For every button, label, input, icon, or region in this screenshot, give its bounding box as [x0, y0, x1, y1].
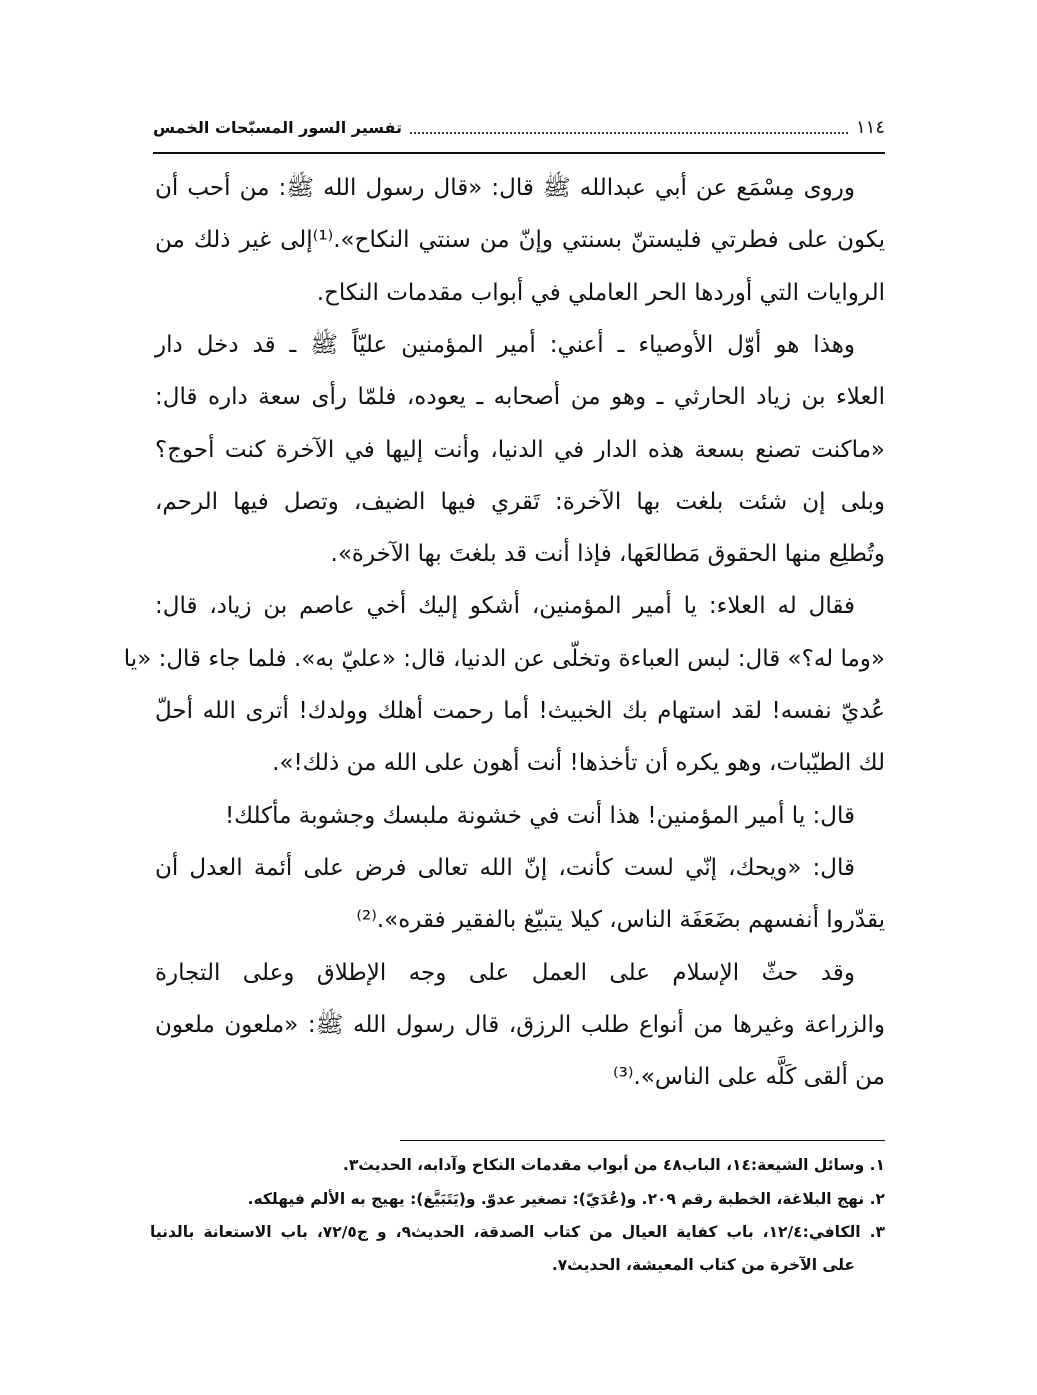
header-divider [153, 152, 885, 154]
paragraph-line: وتُطلِع منها الحقوق مَطالعَها، فإذا أنت قد بلغتَ بها الآخرة». [330, 541, 885, 568]
footnote: ١. وسائل الشيعة:١٤، الباب٤٨ من أبواب مقدمات النكاح وآدابه، الحديث٣. [342, 1156, 885, 1174]
footnote: ٣. الكافي:١٢/٤، باب كفاية العيال من كتاب الصدقة، الحديث٩، و ج٧٢/٥، باب الاستعانة بالدنيا [150, 1223, 886, 1241]
paragraph-line: «ماكنت تصنع بسعة هذه الدار في الدنيا، وأنت إليها في الآخرة كنت أحوج؟ [155, 436, 885, 463]
page-number: ١١٤ [855, 116, 885, 138]
paragraph-line: يكون على فطرتي فليستنّ بسنتي وإنّ من سنتي النكاح».⁽¹⁾إلى غير ذلك من [155, 227, 885, 254]
header-leader-dots [410, 120, 848, 134]
paragraph-line: العلاء بن زياد الحارثي ـ وهو من أصحابه ـ يعوده، فلمّا رأى سعة داره قال: [155, 384, 885, 411]
footnote: ٢. نهج البلاغة، الخطبة رقم ٢٠٩. و(عُدَيّ): تصغير عدوّ. و(يَتَبَيَّغ): يهيج به الألم فيهلكه. [247, 1190, 885, 1208]
paragraph-line: عُديّ نفسه! لقد استهام بك الخبيث! أما رحمت أهلك وولدك! أترى الله أحلّ [155, 698, 885, 724]
paragraph-line: وبلى إن شئت بلغت بها الآخرة: تَقري فيها الضيف، وتصل فيها الرحم، [155, 488, 885, 515]
paragraph-line: يقدّروا أنفسهم بضَعَفَة الناس، كيلا يتبيّغ بالفقير فقره».⁽²⁾ [356, 907, 885, 934]
book-title: تفسير السور المسبّحات الخمس [153, 117, 403, 137]
paragraph-first-line: قال: «ويحك، إنّي لست كأنت، إنّ الله تعالى فرض على أئمة العدل أن [155, 854, 855, 881]
paragraph-line: والزراعة وغيرها من أنواع طلب الرزق، قال رسول الله ﷺ: «ملعون ملعون [155, 1011, 885, 1038]
paragraph-first-line: وهذا هو أوّل الأوصياء ـ أعني: أمير المؤمنين عليّاً ﷺ ـ قد دخل دار [155, 331, 855, 358]
paragraph-first-line: قال: يا أمير المؤمنين! هذا أنت في خشونة ملبسك وجشوبة مأكلك! [224, 802, 855, 829]
paragraph-line: «وما له؟» قال: لبس العباءة وتخلّى عن الدنيا، قال: «عليّ به». فلما جاء قال: «يا [123, 645, 885, 672]
footnote-divider [400, 1140, 885, 1141]
paragraph-first-line: وروى مِسْمَع عن أبي عبدالله ﷺ قال: «قال رسول الله ﷺ: من أحب أن [155, 175, 855, 201]
paragraph-line: من ألقى كَلَّه على الناس».⁽³⁾ [612, 1064, 885, 1091]
running-header [153, 112, 885, 142]
paragraph-line: لك الطيّبات، وهو يكره أن تأخذها! أنت أهون على الله من ذلك!». [272, 750, 885, 777]
paragraph-first-line: فقال له العلاء: يا أمير المؤمنين، أشكو إليك أخي عاصم بن زياد، قال: [155, 593, 855, 620]
paragraph-line: الروايات التي أوردها الحر العاملي في أبواب مقدمات النكاح. [316, 279, 885, 306]
paragraph-first-line: وقد حثّ الإسلام على العمل على وجه الإطلاق وعلى التجارة [155, 959, 855, 986]
footnote: على الآخرة من كتاب المعيشة، الحديث٧. [551, 1256, 855, 1274]
